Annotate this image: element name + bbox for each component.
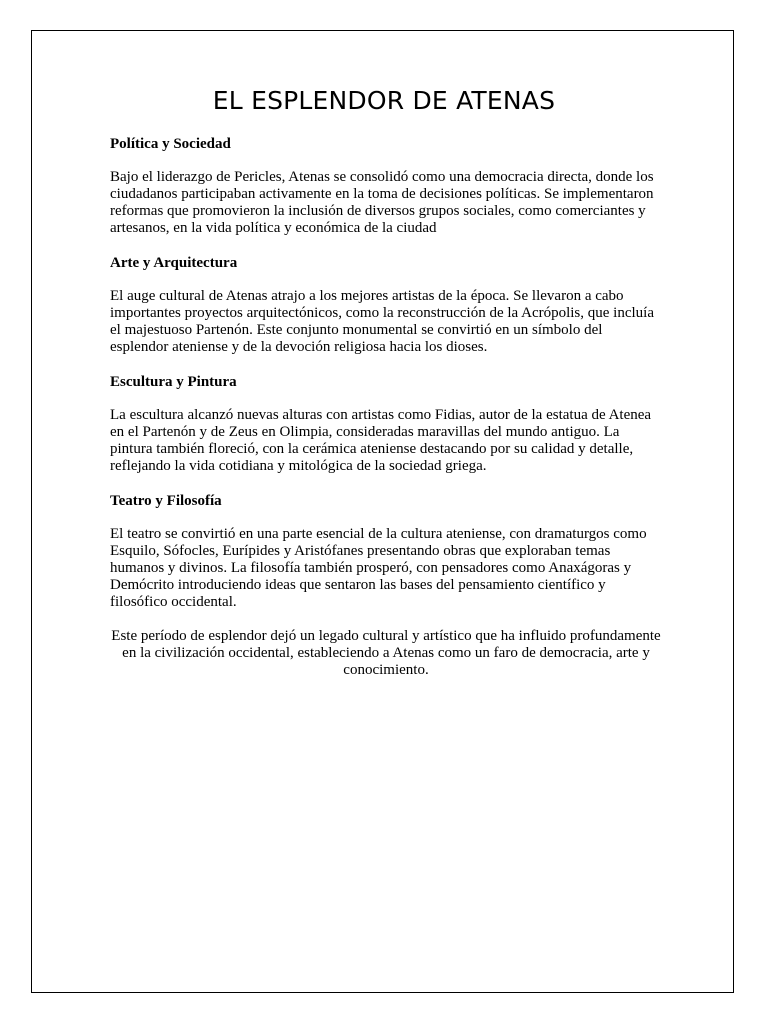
section-escultura xyxy=(110,373,662,475)
section-paragraph: La escultura alcanzó nuevas alturas con artistas como Fidias, autor de la estatua de Atenea en el Partenón y de Zeus en Olimpia, consideradas maravillas del mundo antiguo. La pintura también floreció, con la cerámica ateniense destacando por su calidad y detalle, reflejando la vida cotidiana y mitológica de la sociedad griega. xyxy=(110,407,652,474)
section-heading: Política y Sociedad xyxy=(110,136,231,152)
closing-paragraph: Este período de esplendor dejó un legado cultural y artístico que ha influido profundamente en la civilización occidental, estableciendo a Atenas como un faro de democracia, arte y conocimiento. xyxy=(111,628,661,678)
section-teatro xyxy=(110,492,662,611)
section-arte xyxy=(110,254,662,356)
section-heading: Teatro y Filosofía xyxy=(110,493,222,509)
section-paragraph: Bajo el liderazgo de Pericles, Atenas se consolidó como una democracia directa, donde los ciudadanos participaban activamente en la toma de decisiones políticas. Se implementaron reformas que promovieron la inclusión de diversos grupos sociales, como comerciantes y artesanos, en la vida política y económica de la ciudad xyxy=(110,169,654,236)
section-paragraph: El teatro se convirtió en una parte esencial de la cultura ateniense, con dramaturgos como Esquilo, Sófocles, Eurípides y Aristófanes presentando obras que exploraban temas humanos y divinos. La filosofía también prosperó, con pensadores como Anaxágoras y Demócrito introduciendo ideas que sentaron las bases del pensamiento científico y filosófico occidental. xyxy=(110,526,647,610)
section-paragraph: El auge cultural de Atenas atrajo a los mejores artistas de la época. Se llevaron a cabo importantes proyectos arquitectónicos, como la reconstrucción de la Acrópolis, que incluía el majestuoso Partenón. Este conjunto monumental se convirtió en un símbolo del esplendor ateniense y de la devoción religiosa hacia los dioses. xyxy=(110,288,654,355)
document-title: EL ESPLENDOR DE ATENAS xyxy=(212,86,556,115)
document-body xyxy=(110,135,662,679)
section-heading: Arte y Arquitectura xyxy=(110,255,238,271)
section-heading: Escultura y Pintura xyxy=(110,374,237,390)
section-politica xyxy=(110,135,662,237)
